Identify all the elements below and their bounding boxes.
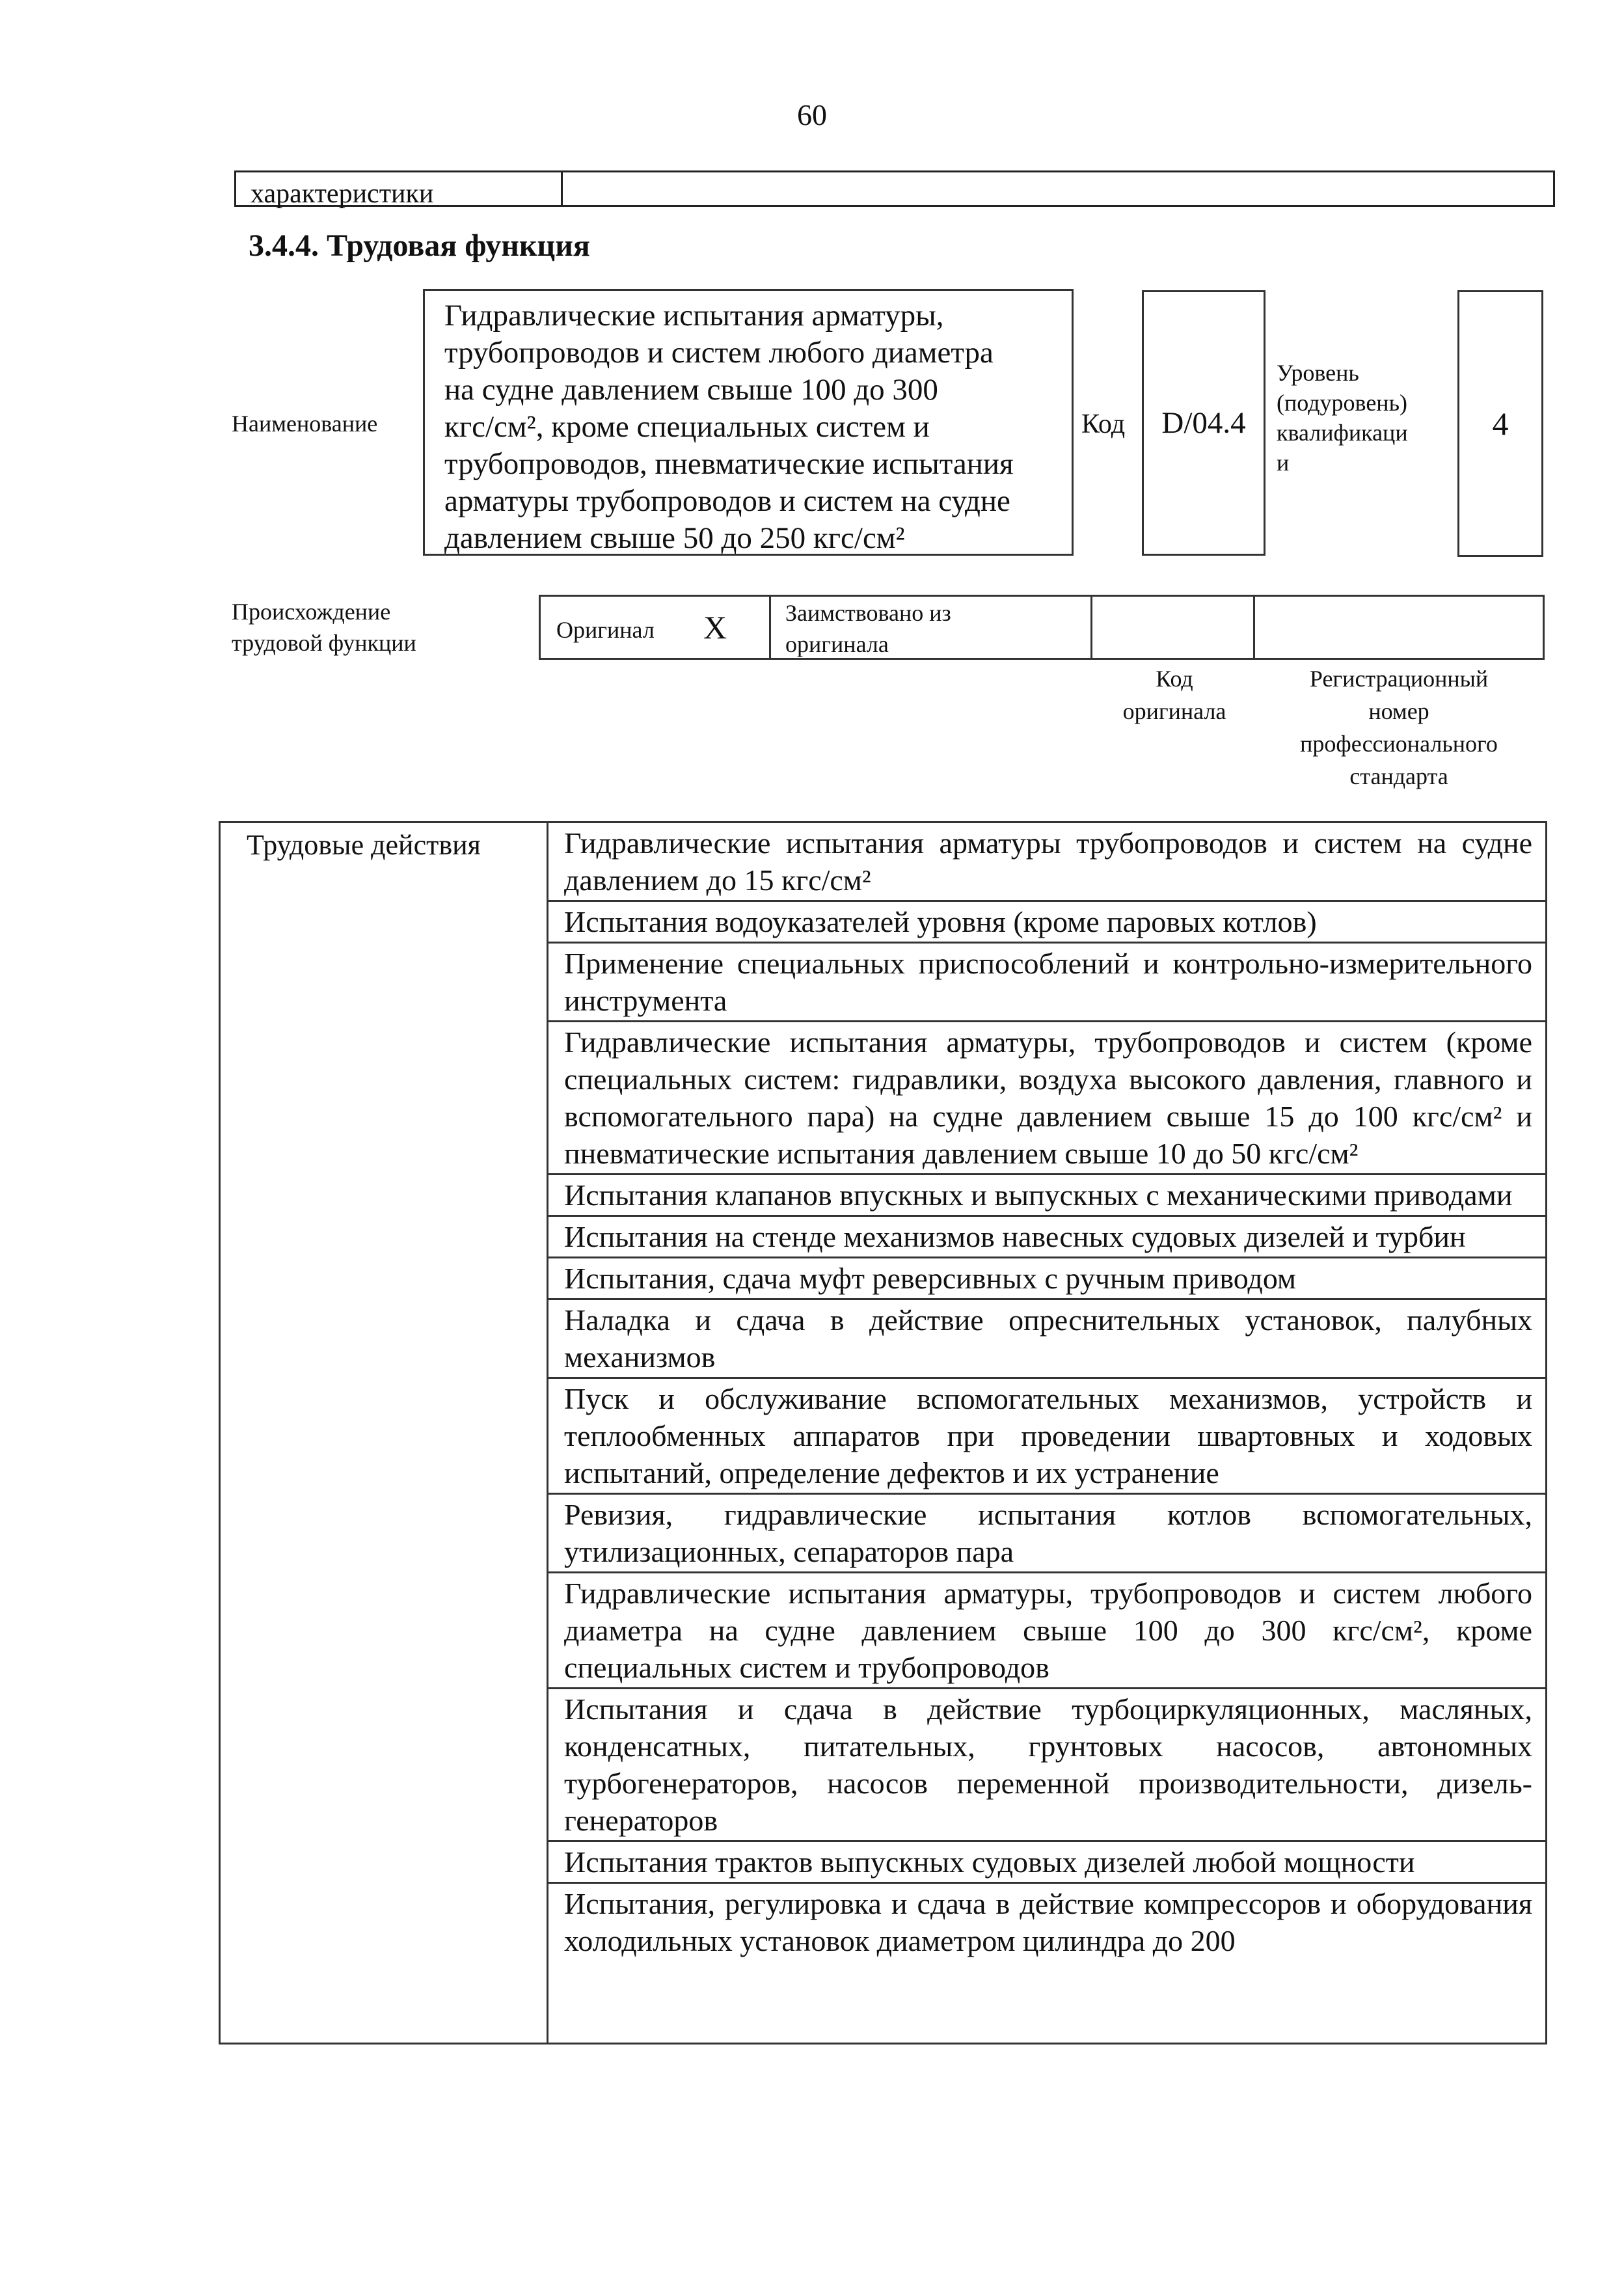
- page-number: 60: [797, 98, 827, 131]
- labor-actions-list: [548, 823, 1545, 1961]
- reg-caption-line: стандарта: [1349, 763, 1448, 789]
- labor-actions-table: [219, 821, 1547, 2044]
- labor-action-item: Испытания водоуказателей уровня (кроме паровых котлов): [548, 902, 1545, 944]
- reg-caption-line: профессионального: [1300, 731, 1498, 757]
- name-line: кгс/см², кроме специальных систем и: [444, 410, 930, 444]
- code-caption: [1100, 662, 1249, 727]
- origin-original-cell: [541, 597, 771, 658]
- origin-code-cell: [1092, 597, 1255, 658]
- origin-reg-cell: [1255, 597, 1547, 658]
- origin-label-line: Происхождение: [232, 599, 391, 625]
- continuation-left-cell: характеристики: [236, 172, 563, 205]
- reg-caption-line: Регистрационный: [1309, 666, 1489, 692]
- level-label-line: квалификаци: [1277, 420, 1408, 446]
- name-line: давлением свыше 50 до 250 кгс/см²: [444, 521, 905, 555]
- continuation-table: [234, 170, 1555, 207]
- code-caption-line: Код: [1156, 666, 1193, 692]
- level-value: 4: [1492, 405, 1509, 442]
- function-name-box: [423, 289, 1074, 556]
- level-label-line: Уровень: [1277, 360, 1359, 386]
- name-line: трубопроводов, пневматические испытания: [444, 447, 1014, 481]
- code-value: D/04.4: [1161, 406, 1246, 440]
- section-title: 3.4.4. Трудовая функция: [249, 228, 590, 263]
- origin-table: [539, 595, 1545, 660]
- labor-action-item: Испытания трактов выпускных судовых дизелей любой мощности: [548, 1842, 1545, 1884]
- name-line: Гидравлические испытания арматуры,: [444, 299, 944, 333]
- reg-caption: [1269, 662, 1529, 793]
- reg-caption-line: номер: [1368, 698, 1429, 724]
- labor-action-item: Применение специальных приспособлений и контрольно-измерительного инструмента: [548, 944, 1545, 1022]
- code-caption-line: оригинала: [1122, 698, 1226, 724]
- labor-action-item: Гидравлические испытания арматуры, трубопроводов и систем (кроме специальных систем: гидравлики, воздуха высокого давления, главного и вспомогательного пара) на судне давлением свыше 15 до 100 кгс/см² и пневматические испытания давлением свыше 10 до 50 кгс/см²: [548, 1022, 1545, 1175]
- name-line: арматуры трубопроводов и систем на судне: [444, 484, 1010, 518]
- name-line: на судне давлением свыше 100 до 300: [444, 373, 938, 407]
- labor-action-item: Гидравлические испытания арматуры трубопроводов и систем на судне давлением до 15 кгс/см²: [548, 823, 1545, 902]
- labor-action-item: Гидравлические испытания арматуры, трубопроводов и систем любого диаметра на судне давлением свыше 100 до 300 кгс/см², кроме специальных систем и трубопроводов: [548, 1573, 1545, 1689]
- level-box: [1457, 290, 1543, 557]
- labor-action-item: Пуск и обслуживание вспомогательных механизмов, устройств и теплообменных аппаратов при проведении швартовных и ходовых испытаний, определение дефектов и их устранение: [548, 1379, 1545, 1495]
- level-label-line: (подуровень): [1277, 390, 1407, 416]
- origin-label-line: трудовой функции: [232, 630, 416, 656]
- labor-action-item: Ревизия, гидравлические испытания котлов вспомогательных, утилизационных, сепараторов пара: [548, 1495, 1545, 1573]
- labor-action-item: Испытания, сдача муфт реверсивных с ручным приводом: [548, 1258, 1545, 1300]
- code-label: Код: [1081, 409, 1126, 439]
- origin-borrowed-cell: [771, 597, 1092, 658]
- name-line: трубопроводов и систем любого диаметра: [444, 336, 994, 370]
- level-label-line: и: [1277, 450, 1290, 476]
- labor-action-item: Наладка и сдача в действие опреснительных установок, палубных механизмов: [548, 1300, 1545, 1379]
- borrowed-label-line: оригинала: [785, 631, 889, 657]
- original-label: Оригинал: [556, 617, 655, 643]
- level-label: [1277, 358, 1433, 478]
- origin-label: [232, 596, 416, 659]
- labor-action-item: Испытания и сдача в действие турбоциркуляционных, масляных, конденсатных, питательных, грунтовых насосов, автономных турбогенераторов, насосов переменной производительности, дизель-генераторов: [548, 1689, 1545, 1842]
- labor-action-item: Испытания клапанов впускных и выпускных с механическими приводами: [548, 1175, 1545, 1217]
- labor-actions-header: Трудовые действия: [221, 823, 548, 2043]
- original-mark: X: [703, 609, 727, 645]
- code-box: [1142, 290, 1265, 556]
- labor-action-item: Испытания на стенде механизмов навесных судовых дизелей и турбин: [548, 1217, 1545, 1258]
- borrowed-label-line: Заимствовано из: [785, 600, 951, 626]
- labor-action-item: Испытания, регулировка и сдача в действие компрессоров и оборудования холодильных установок диаметром цилиндра до 200: [564, 1887, 1532, 1957]
- name-label: Наименование: [232, 411, 378, 437]
